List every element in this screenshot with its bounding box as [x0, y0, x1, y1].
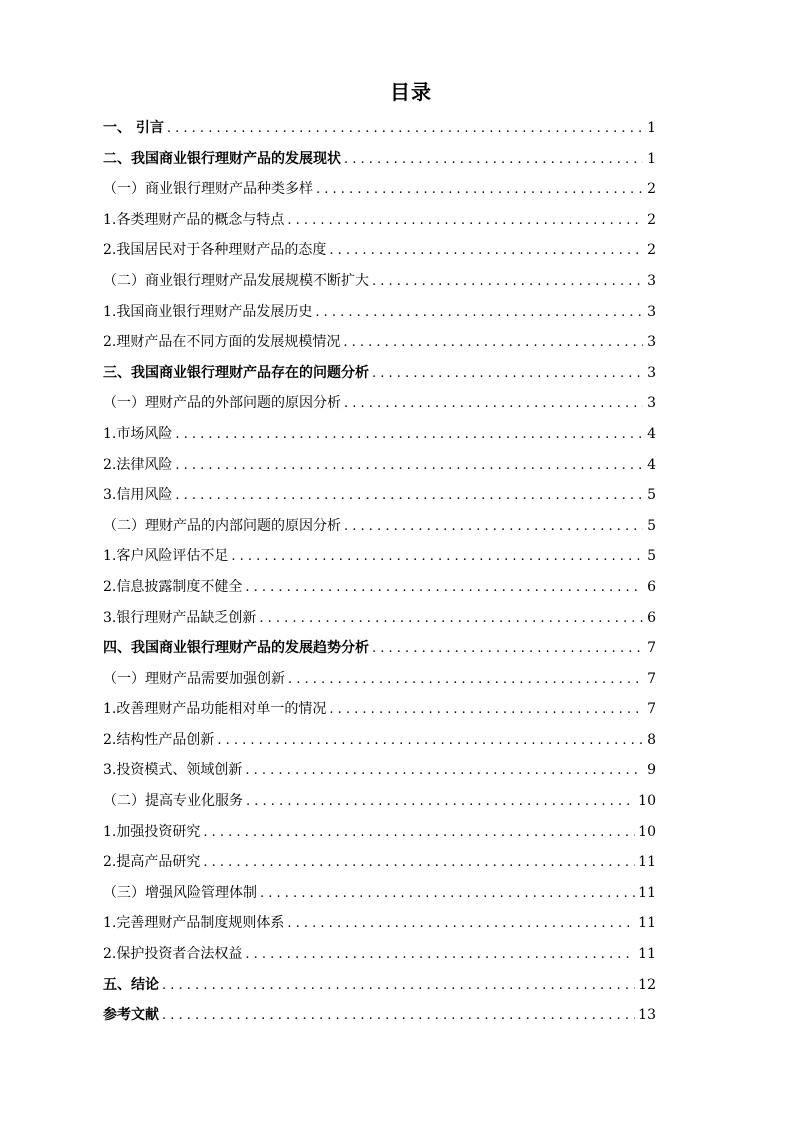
toc-entry-page-number: 10 — [638, 823, 656, 840]
toc-entry[interactable] — [103, 388, 656, 419]
toc-entry-label: 3.银行理财产品缺乏创新 — [103, 609, 257, 626]
toc-entry-label: 一、 引言 — [103, 120, 164, 136]
toc-dot-leader — [203, 848, 635, 879]
toc-entry[interactable] — [103, 725, 656, 756]
toc-dot-leader — [316, 175, 643, 206]
toc-entry-page-number: 3 — [647, 272, 656, 289]
toc-dot-leader — [372, 634, 643, 665]
toc-dot-leader — [259, 604, 643, 635]
toc-entry[interactable] — [103, 1000, 656, 1031]
toc-dot-leader — [372, 267, 643, 298]
toc-dot-leader — [245, 573, 643, 604]
toc-entry[interactable] — [103, 572, 656, 603]
toc-entry-page-number: 7 — [647, 701, 656, 718]
toc-dot-leader — [203, 818, 635, 849]
toc-entry[interactable] — [103, 235, 656, 266]
toc-entry[interactable] — [103, 878, 656, 909]
toc-entry[interactable] — [103, 358, 656, 389]
toc-entry-page-number: 11 — [638, 854, 656, 871]
toc-entry-page-number: 4 — [647, 425, 656, 442]
toc-entry-label: 1.各类理财产品的概念与特点 — [103, 211, 285, 228]
toc-entry[interactable] — [103, 817, 656, 848]
toc-entry-label: 二、我国商业银行理财产品的发展现状 — [103, 150, 341, 167]
toc-entry[interactable] — [103, 786, 656, 817]
toc-entry-label: （一）商业银行理财产品种类多样 — [103, 181, 313, 198]
toc-entry-page-number: 2 — [647, 242, 656, 259]
toc-entry-page-number: 6 — [647, 609, 656, 626]
toc-entry-label: 3.投资模式、领域创新 — [103, 762, 243, 779]
toc-dot-leader — [315, 298, 643, 329]
toc-entry[interactable] — [103, 266, 656, 297]
toc-dot-leader — [288, 665, 643, 696]
toc-entry[interactable] — [103, 174, 656, 205]
toc-entry-label: （一）理财产品的外部问题的原因分析 — [103, 395, 341, 412]
toc-entry-label: （二）商业银行理财产品发展规模不断扩大 — [103, 272, 369, 289]
toc-dot-leader — [162, 971, 635, 1002]
toc-entry-label: 1.加强投资研究 — [103, 823, 201, 840]
toc-entry[interactable] — [103, 205, 656, 236]
toc-entry-label: 2.提高产品研究 — [103, 854, 201, 871]
toc-entry-label: （二）理财产品的内部问题的原因分析 — [103, 517, 341, 534]
toc-entry-page-number: 3 — [647, 334, 656, 351]
toc-entry-page-number: 4 — [647, 456, 656, 473]
toc-entry-page-number: 9 — [647, 762, 656, 779]
toc-dot-leader — [344, 512, 643, 543]
toc-entry[interactable] — [103, 847, 656, 878]
toc-entry-label: （一）理财产品需要加强创新 — [103, 670, 285, 687]
toc-entry[interactable] — [103, 541, 656, 572]
toc-entry[interactable] — [103, 755, 656, 786]
toc-entry[interactable] — [103, 664, 656, 695]
toc-dot-leader — [343, 328, 643, 359]
toc-dot-leader — [167, 114, 643, 145]
toc-entry-page-number: 5 — [647, 487, 656, 504]
toc-entry-page-number: 1 — [647, 120, 656, 136]
toc-dot-leader — [372, 359, 643, 390]
toc-dot-leader — [287, 206, 643, 237]
toc-dot-leader — [246, 787, 635, 818]
toc-entry[interactable] — [103, 939, 656, 970]
toc-entry-page-number: 11 — [638, 915, 656, 932]
toc-dot-leader — [287, 909, 635, 940]
toc-dot-leader — [245, 756, 643, 787]
toc-entry-label: 五、结论 — [103, 976, 159, 993]
toc-entry-label: 1.市场风险 — [103, 425, 173, 442]
toc-entry-label: 1.完善理财产品制度规则体系 — [103, 915, 285, 932]
toc-entry-label: 2.理财产品在不同方面的发展规模情况 — [103, 334, 341, 351]
toc-dot-leader — [260, 879, 635, 910]
toc-entry-label: 2.信息披露制度不健全 — [103, 578, 243, 595]
toc-entry[interactable] — [103, 908, 656, 939]
toc-dot-leader — [329, 695, 643, 726]
toc-entry-page-number: 11 — [638, 946, 656, 963]
toc-entry-page-number: 3 — [647, 303, 656, 320]
toc-entry-label: 2.我国居民对于各种理财产品的态度 — [103, 242, 327, 259]
toc-entry-page-number: 7 — [647, 640, 656, 657]
toc-entry-page-number: 6 — [647, 578, 656, 595]
toc-entry[interactable] — [103, 603, 656, 634]
toc-entry-page-number: 12 — [638, 976, 656, 993]
toc-entry-label: 2.保护投资者合法权益 — [103, 946, 243, 963]
toc-entry-label: （二）提高专业化服务 — [103, 793, 243, 810]
toc-title: 目录 — [390, 80, 432, 104]
toc-entry-page-number: 5 — [647, 548, 656, 565]
toc-entry-label: 参考文献 — [103, 1007, 159, 1024]
toc-entry[interactable] — [103, 970, 656, 1001]
toc-dot-leader — [231, 542, 643, 573]
toc-entry-label: 3.信用风险 — [103, 487, 173, 504]
toc-dot-leader — [217, 726, 643, 757]
toc-dot-leader — [329, 236, 643, 267]
toc-dot-leader — [175, 451, 643, 482]
toc-entry-page-number: 3 — [647, 364, 656, 381]
toc-entry-page-number: 8 — [647, 731, 656, 748]
toc-entry-label: 1.我国商业银行理财产品发展历史 — [103, 303, 313, 320]
toc-dot-leader — [344, 145, 643, 176]
toc-entry-label: 三、我国商业银行理财产品存在的问题分析 — [103, 364, 369, 381]
toc-dot-leader — [175, 481, 643, 512]
toc-entry-label: 1.改善理财产品功能相对单一的情况 — [103, 701, 327, 718]
toc-dot-leader — [162, 1001, 635, 1032]
toc-entry[interactable] — [103, 113, 656, 144]
toc-entry[interactable] — [103, 450, 656, 481]
toc-entry-page-number: 11 — [638, 884, 656, 901]
toc-entry[interactable] — [103, 144, 656, 175]
toc-entry-page-number: 13 — [638, 1007, 656, 1024]
toc-entry-page-number: 3 — [647, 395, 656, 412]
table-of-contents — [103, 113, 656, 1031]
toc-entry[interactable] — [103, 419, 656, 450]
toc-entry-label: 1.客户风险评估不足 — [103, 548, 229, 565]
toc-dot-leader — [344, 389, 643, 420]
toc-entry[interactable] — [103, 633, 656, 664]
toc-entry-page-number: 2 — [647, 211, 656, 228]
toc-entry[interactable] — [103, 480, 656, 511]
toc-dot-leader — [175, 420, 643, 451]
toc-dot-leader — [245, 940, 635, 971]
toc-entry-label: 2.法律风险 — [103, 456, 173, 473]
toc-entry-page-number: 7 — [647, 670, 656, 687]
toc-entry-page-number: 5 — [647, 517, 656, 534]
toc-entry-page-number: 2 — [647, 181, 656, 198]
toc-entry-label: 2.结构性产品创新 — [103, 731, 215, 748]
toc-entry[interactable] — [103, 297, 656, 328]
toc-entry[interactable] — [103, 694, 656, 725]
toc-entry[interactable] — [103, 511, 656, 542]
toc-entry-label: （三）增强风险管理体制 — [103, 884, 257, 901]
toc-entry-page-number: 1 — [647, 150, 656, 167]
toc-entry-page-number: 10 — [638, 793, 656, 810]
toc-entry[interactable] — [103, 327, 656, 358]
toc-entry-label: 四、我国商业银行理财产品的发展趋势分析 — [103, 640, 369, 657]
